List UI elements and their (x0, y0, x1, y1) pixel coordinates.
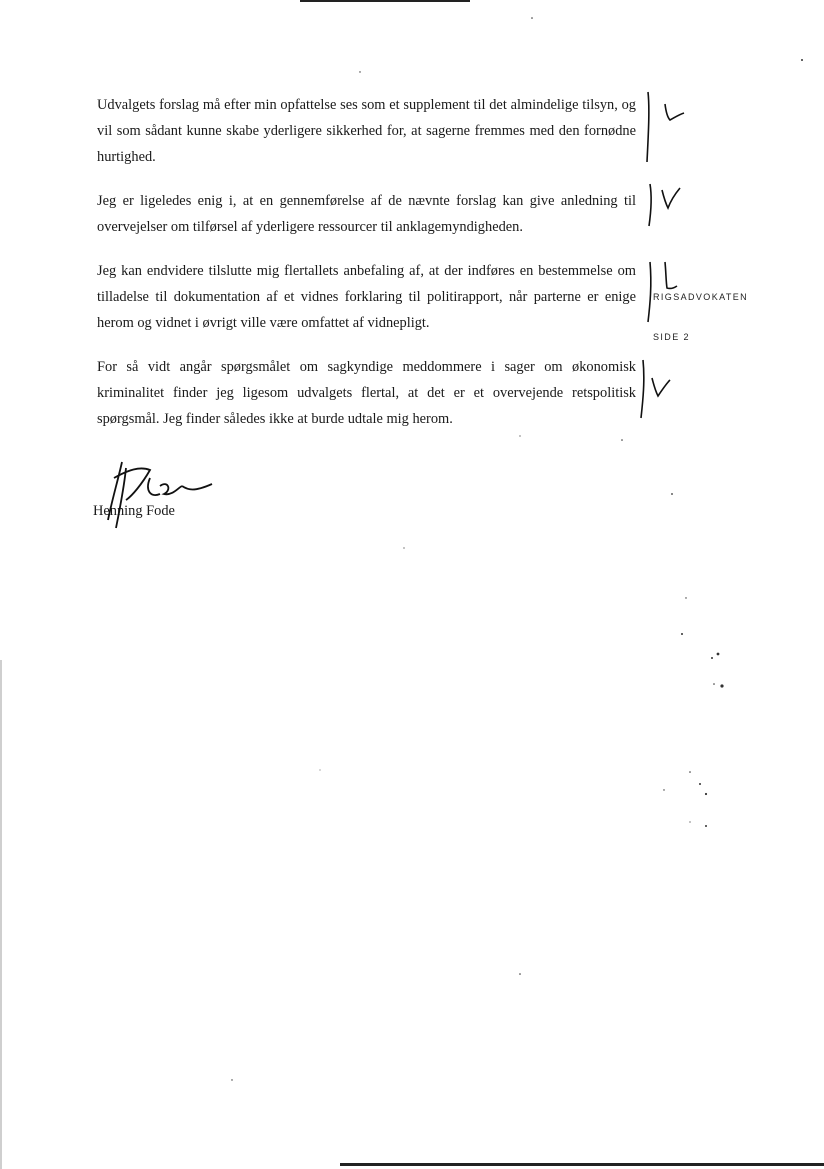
scan-edge-left (0, 660, 2, 1169)
check-mark-4 (652, 378, 670, 396)
margin-bracket-1 (647, 92, 649, 162)
paragraph-3: Jeg kan endvidere tilslutte mig flertallets anbefaling af, at der indføres en bestemmelse om tilladelse til dokumentation af et vidnes forklaring til politirapport, når parterne er enige herom og vidnet i øvrigt ville være omfattet af vidnepligt. (97, 263, 636, 331)
check-mark-2 (662, 188, 680, 208)
margin-bracket-3 (648, 262, 651, 322)
paragraph-4: For så vidt angår spørgsmålet om sagkyndige meddommere i sager om økonomisk kriminalitet finder jeg ligesom udvalgets flertal, at det er et overvejende retspolitisk spørgsmål. Jeg finder således ikke at burde udtale mig herom. (97, 359, 636, 427)
margin-bracket-4 (641, 360, 644, 418)
paragraph-2: Jeg er ligeledes enig i, at en gennemførelse af de nævnte forslag kan give anledning til overvejelser om tilførsel af yderligere ressourcer til anklagemyndigheden. (97, 193, 636, 235)
scan-edge-top (300, 0, 470, 2)
check-mark-1 (665, 104, 684, 120)
margin-bracket-2 (649, 184, 651, 226)
sidebar-page-label: SIDE 2 (653, 332, 690, 342)
check-mark-3 (665, 262, 677, 288)
signatory-name: Henning Fode (93, 503, 175, 519)
scan-edge-bottom (340, 1163, 824, 1166)
paragraph-1: Udvalgets forslag må efter min opfattelse ses som et supplement til det almindelige tilsyn, og vil som sådant kunne skabe yderligere sikkerhed for, at sagerne fremmes med den fornødne hurtighed. (97, 97, 636, 165)
scan-speckles (231, 17, 803, 1081)
sidebar-department: RIGSADVOKATEN (653, 292, 749, 302)
